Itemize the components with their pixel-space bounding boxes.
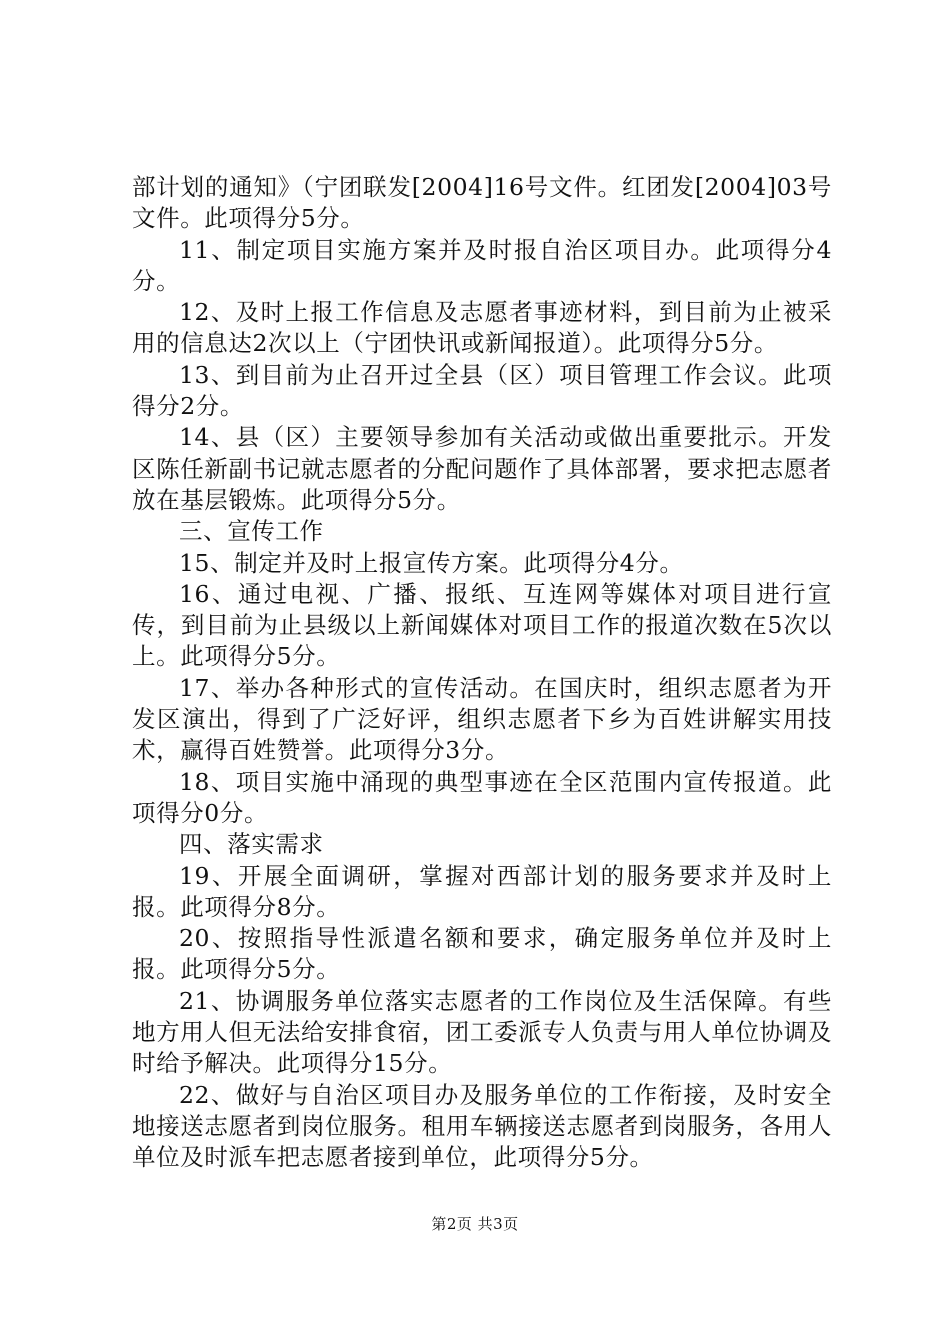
paragraph-item-13: 13、到目前为止召开过全县（区）项目管理工作会议。此项得分2分。 bbox=[132, 360, 832, 421]
document-body bbox=[132, 172, 832, 1174]
paragraph-item-22: 22、做好与自治区项目办及服务单位的工作衔接，及时安全地接送志愿者到岗位服务。租用车辆接送志愿者到岗服务，各用人单位及时派车把志愿者接到单位，此项得分5分。 bbox=[132, 1080, 832, 1172]
page-number-label: 第2页 共3页 bbox=[431, 1215, 519, 1233]
paragraph-item-18: 18、项目实施中涌现的典型事迹在全区范围内宣传报道。此项得分0分。 bbox=[132, 767, 832, 827]
paragraph-item-15: 15、制定并及时上报宣传方案。此项得分4分。 bbox=[179, 548, 684, 577]
paragraph-item-16: 16、通过电视、广播、报纸、互连网等媒体对项目进行宣传，到目前为止县级以上新闻媒体对项目工作的报道次数在5次以上。此项得分5分。 bbox=[132, 579, 832, 671]
paragraph-item-21: 21、协调服务单位落实志愿者的工作岗位及生活保障。有些地方用人但无法给安排食宿，团工委派专人负责与用人单位协调及时给予解决。此项得分15分。 bbox=[132, 986, 832, 1078]
page-footer bbox=[0, 1214, 950, 1234]
paragraph-item-11: 11、制定项目实施方案并及时报自治区项目办。此项得分4分。 bbox=[132, 235, 832, 295]
section-heading-demand: 四、落实需求 bbox=[179, 830, 324, 859]
paragraph-continuation: 部计划的通知》（宁团联发[2004]16号文件。红团发[2004]03号文件。此项得分5分。 bbox=[132, 173, 832, 233]
paragraph-item-20: 20、按照指导性派遣名额和要求，确定服务单位并及时上报。此项得分5分。 bbox=[132, 924, 832, 984]
paragraph-item-19: 19、开展全面调研，掌握对西部计划的服务要求并及时上报。此项得分8分。 bbox=[132, 861, 832, 921]
paragraph-item-14: 14、县（区）主要领导参加有关活动或做出重要批示。开发区陈任新副书记就志愿者的分配问题作了具体部署，要求把志愿者放在基层锻炼。此项得分5分。 bbox=[132, 423, 832, 514]
paragraph-item-17: 17、举办各种形式的宣传活动。在国庆时，组织志愿者为开发区演出，得到了广泛好评，组织志愿者下乡为百姓讲解实用技术，赢得百姓赞誉。此项得分3分。 bbox=[132, 673, 832, 765]
paragraph-item-12: 12、及时上报工作信息及志愿者事迹材料，到目前为止被采用的信息达2次以上（宁团快讯或新闻报道）。此项得分5分。 bbox=[132, 298, 832, 358]
section-heading-publicity: 三、宣传工作 bbox=[179, 517, 324, 546]
